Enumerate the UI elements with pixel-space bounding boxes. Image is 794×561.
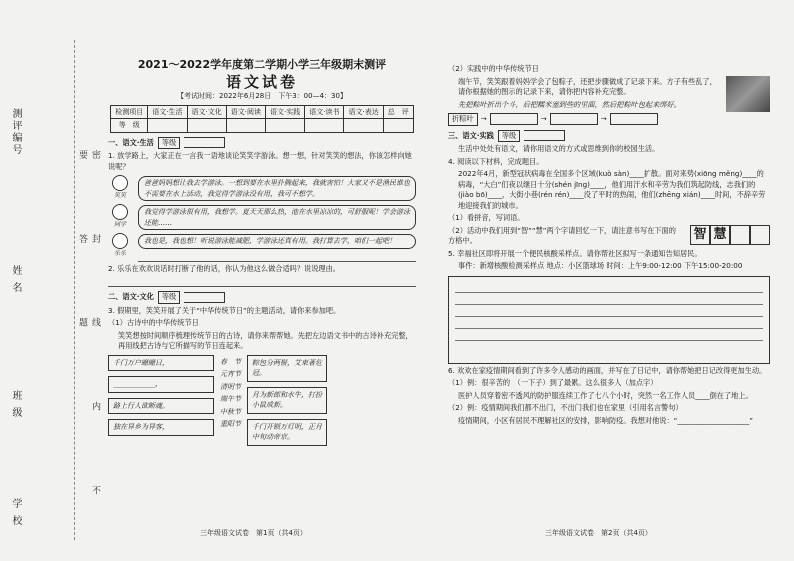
question-4: 4. 阅读以下材料，完成题目。 bbox=[448, 156, 544, 166]
question-3: 3. 假期里，笑笑开展了关于“中华传统节日”的主题活动，请你来参加吧。 bbox=[108, 305, 341, 315]
festival-item[interactable]: 元宵节 bbox=[220, 370, 241, 378]
char-input[interactable] bbox=[730, 225, 750, 245]
writing-line bbox=[455, 329, 763, 341]
seal-line bbox=[74, 40, 75, 540]
zongzi-steps: 先把粽叶折出个斗，后把糯米塞到些的里面，然后把粽叶包起来绑好。 bbox=[458, 99, 681, 109]
page-one bbox=[108, 60, 416, 446]
question-5-text: 事件：新增核酸检测采样点 地点：小区篮球场 时间：上午9:00-12:00 下午15:00-20:00 bbox=[458, 261, 743, 270]
avatar bbox=[109, 175, 131, 202]
poem-line: 独在异乡为异客， bbox=[108, 419, 214, 436]
score-cell: 语文·表达 bbox=[344, 105, 383, 119]
grade-input[interactable] bbox=[184, 137, 225, 148]
section-title: 二、语文·文化 bbox=[108, 292, 154, 301]
answer-line[interactable] bbox=[108, 277, 416, 287]
question-3-1-desc: 笑笑想按时间顺序梳理传统节日的古诗，请你来帮帮她。先把左边语文书中的古诗补充完整，再用线把古诗与它所描写的节日连起来。 bbox=[118, 330, 413, 350]
poem-box: 粽包分两髻，艾束著危冠。 bbox=[247, 355, 327, 382]
page-two bbox=[448, 62, 770, 426]
bubble-text: 我也是，我也想！听说游泳能减肥，学游泳还真有用。我打算去学，咱们一起吧！ bbox=[144, 237, 396, 245]
writing-line bbox=[455, 281, 763, 293]
exam-subtitle: 语文试卷 bbox=[225, 72, 298, 91]
speaker-name: 笑笑 bbox=[113, 192, 126, 199]
score-input[interactable] bbox=[266, 119, 305, 133]
score-cell: 等 级 bbox=[111, 119, 148, 133]
question-3-2: （2）实践中的中华传统节日 bbox=[448, 64, 539, 73]
speaker-name: 同学 bbox=[113, 221, 126, 228]
step-input[interactable] bbox=[490, 113, 538, 125]
face-icon bbox=[112, 175, 128, 191]
step-input[interactable] bbox=[610, 113, 658, 125]
face-icon bbox=[112, 233, 128, 249]
score-cell: 语文·实践 bbox=[266, 105, 305, 119]
question-4-1: （1）看拼音，写词语。 bbox=[448, 213, 525, 222]
exam-no-label: 测评编号 bbox=[10, 108, 21, 156]
speech-bubble bbox=[113, 176, 416, 201]
poem-box: 千门开锁万灯明，正月中旬动帝京。 bbox=[247, 419, 327, 446]
section-heading bbox=[108, 137, 416, 150]
question-6-1-text: 医护人员穿着密不透风的防护服连续工作了七八个小时，突然一名工作人员____倒在了地上。 bbox=[458, 390, 753, 400]
score-cell: 总 评 bbox=[383, 105, 413, 119]
score-cell: 语文·文化 bbox=[187, 105, 226, 119]
writing-line bbox=[455, 317, 763, 329]
score-input[interactable] bbox=[344, 119, 383, 133]
question-4-2: （2）活动中我们用到“智”“慧”两个字请回忆一下，请注意书写在下面的方格中。 bbox=[448, 225, 676, 245]
score-input[interactable] bbox=[383, 119, 413, 133]
arrow-icon: → bbox=[540, 114, 547, 123]
poem-matching bbox=[108, 355, 416, 446]
question-3-2-desc: 端午节，笑笑跟着妈妈学会了包粽子，还把步骤做成了记录下来。方子有些乱了，请你根据她的图示的记录下来，请你把内容补充完整。 bbox=[458, 76, 717, 96]
char-input[interactable] bbox=[750, 225, 770, 245]
question-4-text: 2022年4月，新型冠状病毒在全国多个区域(kuò sàn)____扩散。面对来势(xiōng měng)____的病毒，“大白”们夜以继日十分(shén jīng)____，他们用汗水和辛劳为我们筑起防线，志我们的(jiào bō)____，大街小巷(rén rén)____没了平时的热闹，他们(zhēng xián)____时间，不辞辛劳地迎接我们的城市。 bbox=[458, 169, 766, 210]
avatar bbox=[109, 233, 131, 260]
step-box: 折粽叶 bbox=[448, 113, 478, 126]
grade-input[interactable] bbox=[184, 292, 225, 303]
school-label: 学 校 bbox=[10, 498, 21, 528]
question-6-1: （1）例：很辛苦的 （一下子）到了最累。这么很多人（加点字） bbox=[448, 378, 658, 387]
writing-line bbox=[455, 305, 763, 317]
poem-right-column bbox=[247, 355, 327, 446]
score-table-header bbox=[111, 105, 413, 119]
grade-label: 等级 bbox=[158, 291, 180, 304]
score-cell: 语文·生活 bbox=[148, 105, 187, 119]
score-table bbox=[110, 105, 413, 133]
section-intro: 生活中处处有语文，请你用语文的方式或思维到你的校园生活。 bbox=[458, 144, 660, 153]
question-2: 2. 乐乐在欢欢说话时打断了他的话，你认为他这么做合适吗？说说理由。 bbox=[108, 263, 340, 273]
festival-item[interactable]: 清明节 bbox=[220, 382, 241, 391]
question-3-1: （1）古诗中的中华传统节日 bbox=[108, 318, 199, 327]
step-input[interactable] bbox=[550, 113, 598, 125]
page-one-footer: 三年级语文试卷 第1页（共4页） bbox=[200, 529, 307, 537]
seal-line-text: 密 封 线 内 不 要 答 题 bbox=[77, 150, 100, 531]
question-1: 1. 放学路上，大家正在一言我一语地谈论笑笑学游泳。想一想，针对笑笑的想法，你该怎样向她说呢？ bbox=[108, 151, 412, 171]
face-icon bbox=[112, 204, 128, 220]
score-input[interactable] bbox=[226, 119, 265, 133]
answer-line[interactable] bbox=[138, 252, 416, 262]
speaker-name: 乐乐 bbox=[113, 250, 126, 257]
question-4-2-row bbox=[448, 224, 770, 247]
binding-margin bbox=[0, 0, 108, 561]
page-two-footer: 三年级语文试卷 第2页（共4页） bbox=[545, 529, 652, 537]
arrow-icon: → bbox=[480, 114, 487, 123]
score-cell: 语文·读书 bbox=[305, 105, 344, 119]
score-input[interactable] bbox=[148, 119, 187, 133]
notice-writing-box[interactable] bbox=[448, 276, 770, 364]
section-title: 一、语文·生活 bbox=[108, 137, 154, 147]
poem-column bbox=[108, 355, 214, 436]
section-heading bbox=[108, 291, 416, 304]
grade-label: 等级 bbox=[498, 130, 520, 143]
bubble-text: 我觉得学游泳很有用，我想学。夏天天那么热，池在水里凉凉的，可舒服呢！学会游泳还能…… bbox=[144, 208, 410, 227]
char-grid bbox=[690, 225, 770, 245]
poem-box: 月为新郎和水牛，打扮小鼠成新。 bbox=[247, 387, 327, 414]
poem-line: 千门万户曈曈日， bbox=[108, 355, 214, 372]
class-label: 班 级 bbox=[10, 390, 21, 420]
festival-item[interactable]: 端午节 bbox=[220, 395, 241, 403]
score-cell: 语文·阅读 bbox=[226, 105, 265, 119]
section-heading bbox=[448, 130, 770, 143]
poem-blank[interactable]: ____________， bbox=[108, 376, 214, 393]
step-flow bbox=[448, 113, 770, 126]
poem-line: 路上行人欲断魂。 bbox=[108, 398, 214, 415]
festival-column bbox=[220, 355, 241, 430]
avatar bbox=[109, 204, 131, 231]
exam-title: 2021～2022学年度第二学期小学三年级期末测评 bbox=[137, 58, 387, 71]
bubble-text: 爸爸妈妈想让我去学游泳。一想到要在水里扑腾起来，我就害怕！大家又不是渔民谁也不需要在水上活动，我觉得学游泳没有用，我可不想学。 bbox=[144, 179, 410, 198]
grade-label: 等级 bbox=[158, 137, 180, 150]
score-table-row bbox=[111, 119, 413, 133]
zongzi-photo bbox=[726, 76, 770, 112]
score-input[interactable] bbox=[187, 119, 226, 133]
score-cell: 检测项目 bbox=[111, 105, 148, 119]
speech-bubble bbox=[113, 205, 416, 230]
question-6: 6. 欢欢在家疫情期间看到了许多令人感动的画面，并写在了日记中，请你帮她把日记改得更加生动。 bbox=[448, 365, 767, 375]
festival-item[interactable]: 春 节 bbox=[220, 357, 241, 366]
question-6-2: （2）例：疫情期间我们都不出门，不出门我们也在家里（引用名言警句） bbox=[448, 403, 683, 412]
festival-item[interactable]: 重阳节 bbox=[220, 420, 241, 428]
section-title: 三、语文·实践 bbox=[448, 130, 494, 140]
exam-time: 【考试时间：2022年6月28日 下午3：00—4：30】 bbox=[177, 92, 347, 100]
char-cell: 智 bbox=[690, 225, 710, 245]
festival-item[interactable]: 中秋节 bbox=[220, 407, 241, 416]
question-5: 5. 幸福社区即将开展一个便民核酸采样点。请你帮社区拟写一条通知告知居民。 bbox=[448, 248, 702, 258]
writing-line bbox=[455, 293, 763, 305]
speech-bubble bbox=[113, 234, 416, 257]
char-cell: 慧 bbox=[710, 225, 730, 245]
name-label: 姓 名 bbox=[10, 265, 21, 295]
arrow-icon: → bbox=[600, 114, 607, 123]
question-6-2-text: 疫情期间，小区有居民不理解社区的安排，影响防疫。我想对他说：“____________________” bbox=[458, 415, 753, 425]
score-input[interactable] bbox=[305, 119, 344, 133]
grade-input[interactable] bbox=[524, 130, 565, 141]
